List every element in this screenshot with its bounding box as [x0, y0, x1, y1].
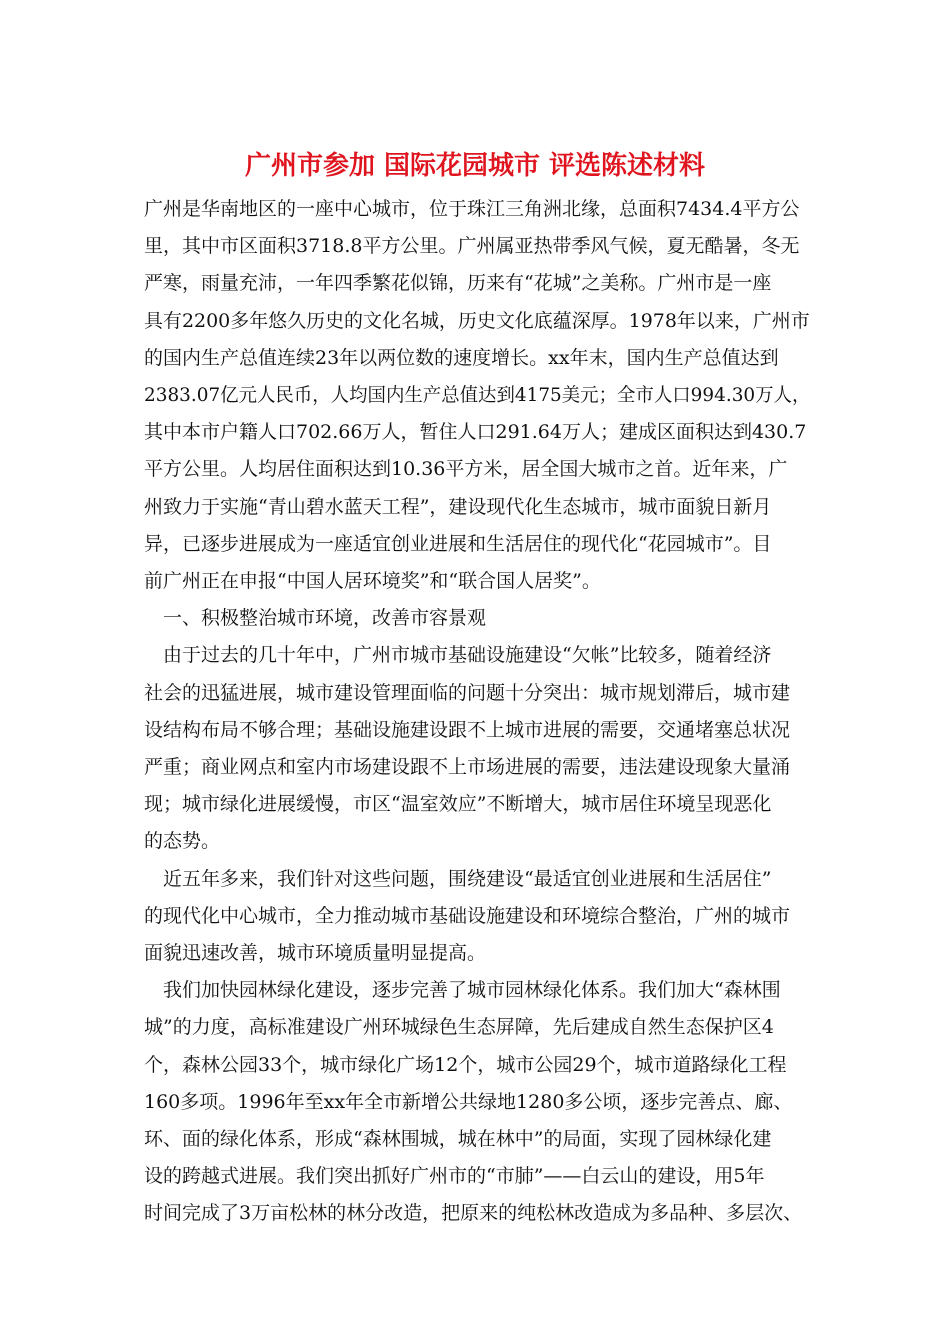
body-text-line: 州致力于实施“青山碧水蓝天工程”，建设现代化生态城市，城市面貌日新月	[144, 495, 772, 518]
body-text-line: 近五年多来，我们针对这些问题，围绕建设“最适宜创业进展和生活居住”	[144, 867, 772, 890]
body-text-line: 面貌迅速改善，城市环境质量明显提高。	[144, 942, 487, 964]
body-text-line: 异，已逐步进展成为一座适宜创业进展和生活居住的现代化“花园城市”。目	[144, 532, 772, 555]
body-text-line: 设结构布局不够合理；基础设施建设跟不上城市进展的需要，交通堵塞总状况	[144, 718, 791, 741]
body-text-line: 前广州正在申报“中国人居环境奖”和“联合国人居奖”。	[144, 570, 601, 592]
body-text-line: 设的跨越式进展。我们突出抓好广州市的“市肺”——白云山的建设，用5年	[144, 1165, 765, 1188]
body-text-line: 的国内生产总值连续23年以两位数的速度增长。xx年末，国内生产总值达到	[144, 346, 779, 369]
body-text-line: 的态势。	[144, 830, 221, 853]
body-text-line: 社会的迅猛进展，城市建设管理面临的问题十分突出：城市规划滞后，城市建	[144, 681, 791, 704]
body-text-line: 现；城市绿化进展缓慢，市区“温室效应”不断增大，城市居住环境呈现恶化	[144, 793, 772, 816]
body-text-line: 的现代化中心城市，全力推动城市基础设施建设和环境综合整治，广州的城市	[144, 904, 791, 927]
body-text-line: 城”的力度，高标准建设广州环城绿色生态屏障，先后建成自然生态保护区4	[144, 1016, 774, 1039]
body-text-line: 个，森林公园33个，城市绿化广场12个，城市公园29个，城市道路绿化工程	[144, 1053, 787, 1076]
body-text-line: 平方公里。人均居住面积达到10.36平方米，居全国大城市之首。近年来，广	[144, 458, 788, 481]
body-text-line: 我们加快园林绿化建设，逐步完善了城市园林绿化体系。我们加大“森林围	[144, 979, 781, 1002]
body-text-line: 严重；商业网点和室内市场建设跟不上市场进展的需要，违法建设现象大量涌	[144, 756, 791, 778]
body-text-line: 由于过去的几十年中，广州市城市基础设施建设“欠帐”比较多，随着经济	[144, 644, 772, 667]
body-text-line: 2383.07亿元人民币，人均国内生产总值达到4175美元；全市人口994.30万人，	[144, 384, 811, 406]
body-text-line: 时间完成了3万亩松林的林分改造，把原来的纯松林改造成为多品种、多层次、	[144, 1202, 803, 1225]
body-text-line: 具有2200多年悠久历史的文化名城，历史文化底蕴深厚。1978年以来，广州市	[144, 309, 810, 332]
body-text-line: 里，其中市区面积3718.8平方公里。广州属亚热带季风气候，夏无酷暑，冬无	[144, 235, 800, 258]
body-text-line: 环、面的绿化体系，形成“森林围城，城在林中”的局面，实现了园林绿化建	[144, 1128, 772, 1150]
body-text-line: 一、积极整治城市环境，改善市容景观	[144, 607, 487, 630]
document-title: 广州市参加 国际花园城市 评选陈述材料	[244, 151, 706, 181]
body-text-line: 广州是华南地区的一座中心城市，位于珠江三角洲北缘，总面积7434.4平方公	[144, 198, 800, 220]
body-text-line: 严寒，雨量充沛，一年四季繁花似锦，历来有“花城”之美称。广州市是一座	[144, 272, 772, 295]
body-text-line: 其中本市户籍人口702.66万人，暂住人口291.64万人；建成区面积达到430.7	[144, 421, 807, 444]
body-text-line: 160多项。1996年至xx年全市新增公共绿地1280多公顷，逐步完善点、廊、	[144, 1090, 793, 1113]
